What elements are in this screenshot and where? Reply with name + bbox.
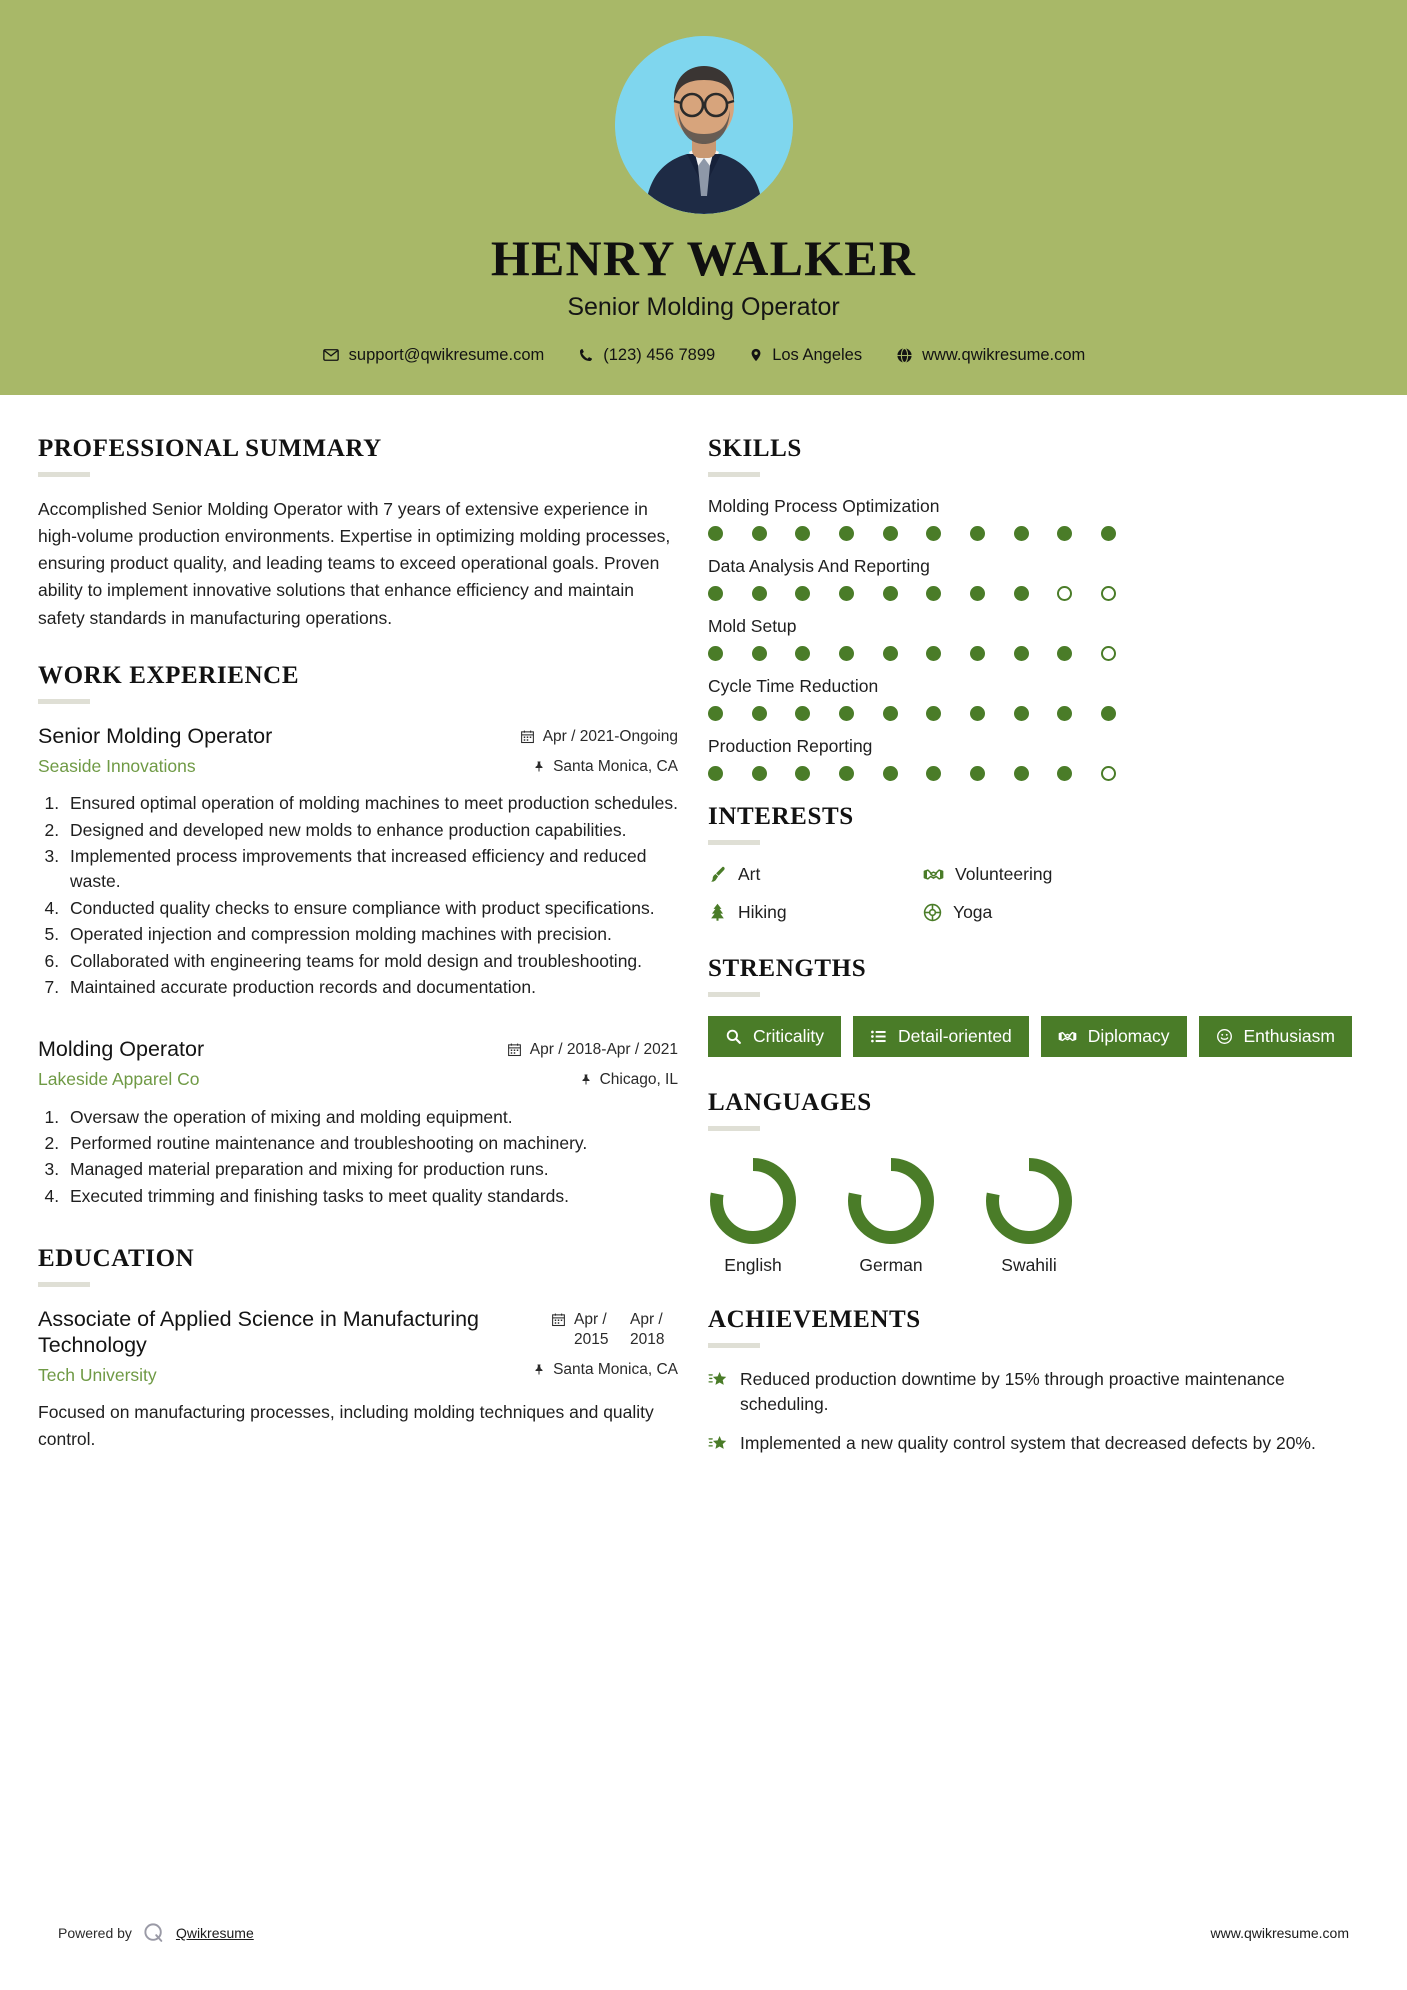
skill-rating [708, 586, 1116, 601]
contact-email-text: support@qwikresume.com [348, 345, 545, 364]
resume-body [0, 395, 1407, 1471]
skill-dot-filled [839, 586, 854, 601]
section-languages [708, 1089, 1369, 1276]
education-location [533, 1360, 678, 1380]
skill-dot-filled [926, 766, 941, 781]
footer-brand [58, 1922, 254, 1944]
page-title: HENRY WALKER [490, 230, 917, 286]
interest-item [923, 902, 1128, 923]
experience-org: Lakeside Apparel Co [38, 1069, 200, 1090]
experience-role: Molding Operator [38, 1037, 205, 1062]
skill-dot-filled [708, 706, 723, 721]
skill-dot-filled [883, 646, 898, 661]
section-work-experience [38, 662, 678, 1209]
contact-location-text: Los Angeles [772, 345, 863, 364]
skill-item [708, 496, 1369, 541]
experience-entry-left [38, 1036, 507, 1090]
education-entry-head [38, 1306, 678, 1386]
education-location-text: Santa Monica, CA [553, 1361, 678, 1379]
skill-dot-filled [795, 526, 810, 541]
skill-dot-filled [708, 586, 723, 601]
skill-label: Molding Process Optimization [708, 495, 940, 516]
experience-role: Senior Molding Operator [38, 723, 273, 748]
strength-label: Criticality [753, 1025, 824, 1046]
experience-bullets [64, 1105, 678, 1210]
contact-row [0, 346, 1407, 365]
education-dates [533, 1310, 678, 1350]
phone-icon [578, 347, 594, 363]
skill-dot-filled [839, 646, 854, 661]
languages-list [708, 1150, 1369, 1276]
skill-dot-filled [926, 586, 941, 601]
section-education [38, 1245, 678, 1452]
experience-location-text: Chicago, IL [599, 1071, 678, 1089]
skill-dot-filled [1057, 706, 1072, 721]
strengths-list [708, 1016, 1369, 1057]
education-date-start: Apr / 2015 [574, 1311, 609, 1349]
envelope-icon [322, 346, 340, 364]
pushpin-icon [580, 1072, 592, 1087]
calendar-icon [507, 1042, 522, 1057]
interest-label: Yoga [953, 901, 993, 922]
skill-dot-filled [752, 766, 767, 781]
experience-meta [507, 1036, 678, 1090]
experience-location [507, 1070, 678, 1090]
footer [0, 1922, 1407, 1944]
interest-item [708, 864, 913, 885]
profile-photo-icon [615, 36, 793, 214]
interest-label: Art [738, 863, 761, 884]
map-pin-icon [749, 346, 763, 364]
paintbrush-icon [708, 865, 727, 884]
education-date-end: Apr / 2018 [630, 1311, 665, 1349]
footer-powered-by: Powered by [58, 1925, 132, 1941]
star-icon [708, 1370, 728, 1389]
smiley-icon [1216, 1028, 1233, 1045]
skill-dot-filled [795, 706, 810, 721]
skill-item [708, 736, 1369, 781]
experience-dates [507, 1040, 678, 1060]
skill-dot-filled [795, 586, 810, 601]
skill-dot-filled [752, 706, 767, 721]
skill-rating [708, 526, 1116, 541]
strength-badge-diplomacy [1041, 1016, 1187, 1057]
tree-icon [708, 902, 727, 922]
right-column [708, 435, 1369, 1471]
list-item: 3. Managed material preparation and mixing for production runs. [64, 1157, 678, 1182]
list-item: 2. Designed and developed new molds to enhance production capabilities. [64, 818, 678, 843]
skill-item [708, 676, 1369, 721]
interest-label: Hiking [738, 901, 787, 922]
skill-dot-filled [926, 706, 941, 721]
skill-dot-filled [970, 706, 985, 721]
skill-dot-filled [839, 526, 854, 541]
skill-dot-filled [1101, 526, 1116, 541]
skill-dot-empty [1101, 646, 1116, 661]
contact-website-text: www.qwikresume.com [922, 345, 1086, 364]
experience-entry-head [38, 723, 678, 777]
strength-badge-enthusiasm [1199, 1016, 1352, 1057]
experience-date-text: Apr / 2021-Ongoing [542, 727, 678, 745]
skill-dot-filled [1014, 586, 1029, 601]
list-item: 4. Conducted quality checks to ensure compliance with product specifications. [64, 896, 678, 921]
education-entry-left [38, 1306, 533, 1386]
section-rule [708, 992, 760, 997]
list-item: 1. Oversaw the operation of mixing and molding equipment. [64, 1105, 678, 1130]
skill-dot-filled [1057, 646, 1072, 661]
qwikresume-logo-icon [143, 1922, 165, 1944]
education-school: Tech University [38, 1365, 157, 1386]
education-meta [533, 1306, 678, 1380]
education-degree: Associate of Applied Science in Manufacturing Technology [38, 1307, 480, 1358]
contact-phone[interactable] [578, 346, 715, 365]
skill-rating [708, 766, 1116, 781]
skill-dot-empty [1057, 586, 1072, 601]
skill-dot-filled [1014, 646, 1029, 661]
language-progress-ring [710, 1158, 796, 1244]
summary-text: Accomplished Senior Molding Operator with 7 years of extensive experience in high-volume production environments. Expertise in optimizing molding processes, ensuring product quality, and leading teams to exceed operational goals. Proven ability to implement innovative solutions that enhance efficiency and maintain safety standards in manufacturing operations. [38, 498, 671, 628]
skill-dot-filled [970, 766, 985, 781]
skill-dot-filled [926, 646, 941, 661]
globe-icon [896, 347, 913, 364]
avatar [615, 36, 793, 214]
section-rule [38, 1282, 90, 1287]
avatar-wrapper [0, 36, 1407, 214]
skill-dot-filled [883, 586, 898, 601]
language-progress-ring [848, 1158, 934, 1244]
experience-date-text: Apr / 2018-Apr / 2021 [529, 1041, 678, 1059]
interests-grid [708, 864, 1128, 923]
experience-bullets [64, 791, 678, 1000]
contact-location [749, 346, 862, 365]
job-title: Senior Molding Operator [567, 292, 840, 321]
handshake-icon [923, 865, 944, 884]
section-rule [708, 840, 760, 845]
skill-dot-filled [883, 706, 898, 721]
skill-dot-filled [752, 526, 767, 541]
skills-list [708, 496, 1369, 781]
footer-brand-link[interactable]: Qwikresume [175, 1925, 254, 1941]
section-professional-summary [38, 435, 678, 632]
skill-dot-filled [970, 526, 985, 541]
yoga-wheel-icon [923, 903, 942, 922]
skill-dot-filled [708, 646, 723, 661]
skill-dot-filled [883, 766, 898, 781]
language-label: German [859, 1254, 923, 1275]
section-title-achievements: ACHIEVEMENTS [708, 1305, 921, 1333]
skill-dot-filled [752, 586, 767, 601]
calendar-icon [551, 1312, 566, 1327]
calendar-icon [520, 729, 535, 744]
section-skills [708, 435, 1369, 781]
skill-dot-empty [1101, 766, 1116, 781]
language-item [846, 1158, 936, 1276]
section-strengths [708, 955, 1369, 1057]
section-title-languages: LANGUAGES [708, 1088, 872, 1116]
section-rule [708, 472, 760, 477]
interest-label: Volunteering [955, 863, 1053, 884]
section-title-skills: SKILLS [708, 434, 802, 462]
strength-badge-detail-oriented [853, 1016, 1029, 1057]
language-item [708, 1158, 798, 1276]
skill-dot-filled [795, 646, 810, 661]
experience-location-text: Santa Monica, CA [553, 758, 678, 776]
skill-item [708, 616, 1369, 661]
experience-org: Seaside Innovations [38, 756, 196, 777]
strength-label: Enthusiasm [1243, 1025, 1335, 1046]
experience-entry [38, 723, 678, 1000]
language-label: Swahili [1001, 1254, 1057, 1275]
skill-dot-filled [1057, 526, 1072, 541]
section-rule [708, 1343, 760, 1348]
skill-dot-filled [1014, 706, 1029, 721]
experience-entry-head [38, 1036, 678, 1090]
strength-label: Detail-oriented [897, 1025, 1012, 1046]
section-interests [708, 803, 1369, 923]
experience-meta [520, 723, 678, 777]
language-item [984, 1158, 1074, 1276]
skill-dot-filled [752, 646, 767, 661]
pushpin-icon [533, 759, 545, 774]
list-icon [870, 1028, 887, 1045]
list-item: 4. Executed trimming and finishing tasks to meet quality standards. [64, 1184, 678, 1209]
skill-dot-filled [970, 586, 985, 601]
contact-website[interactable] [896, 346, 1085, 365]
interest-item [708, 902, 913, 923]
magnifier-icon [725, 1028, 742, 1045]
skill-label: Production Reporting [708, 735, 873, 756]
skill-label: Mold Setup [708, 615, 797, 636]
skill-dot-filled [1014, 526, 1029, 541]
handshake-icon [1058, 1028, 1077, 1045]
list-item: 2. Performed routine maintenance and troubleshooting on machinery. [64, 1131, 678, 1156]
skill-dot-filled [708, 526, 723, 541]
contact-email[interactable] [322, 346, 545, 365]
list-item: 1. Ensured optimal operation of molding machines to meet production schedules. [64, 791, 678, 816]
skill-dot-filled [1057, 766, 1072, 781]
skill-label: Data Analysis And Reporting [708, 555, 930, 576]
pushpin-icon [533, 1362, 545, 1377]
achievement-item [708, 1367, 1369, 1418]
left-column [38, 435, 678, 1471]
strength-label: Diplomacy [1087, 1025, 1170, 1046]
skill-dot-filled [795, 766, 810, 781]
language-label: English [724, 1254, 782, 1275]
skill-dot-empty [1101, 586, 1116, 601]
section-achievements [708, 1306, 1369, 1457]
star-icon [708, 1434, 728, 1453]
skill-dot-filled [883, 526, 898, 541]
strength-badge-criticality [708, 1016, 841, 1057]
experience-dates [520, 727, 678, 747]
skill-rating [708, 646, 1116, 661]
section-rule [38, 472, 90, 477]
list-item: 5. Operated injection and compression molding machines with precision. [64, 922, 678, 947]
skill-dot-filled [1014, 766, 1029, 781]
section-rule [708, 1126, 760, 1131]
experience-entry [38, 1036, 678, 1209]
skill-label: Cycle Time Reduction [708, 675, 879, 696]
resume-header [0, 0, 1407, 395]
education-description: Focused on manufacturing processes, including molding techniques and quality control. [38, 1402, 654, 1449]
experience-location [520, 757, 678, 777]
skill-rating [708, 706, 1116, 721]
language-progress-ring [986, 1158, 1072, 1244]
section-title-education: EDUCATION [38, 1245, 195, 1273]
section-title-summary: PROFESSIONAL SUMMARY [38, 434, 382, 462]
list-item: 7. Maintained accurate production records and documentation. [64, 975, 678, 1000]
skill-dot-filled [708, 766, 723, 781]
achievement-text: Reduced production downtime by 15% through proactive maintenance scheduling. [740, 1368, 1285, 1414]
skill-dot-filled [839, 706, 854, 721]
section-title-strengths: STRENGTHS [708, 954, 867, 982]
contact-phone-text: (123) 456 7899 [603, 345, 716, 364]
section-title-interests: INTERESTS [708, 802, 854, 830]
list-item: 6. Collaborated with engineering teams for mold design and troubleshooting. [64, 949, 678, 974]
footer-url: www.qwikresume.com [1210, 1925, 1349, 1941]
skill-dot-filled [1101, 706, 1116, 721]
achievement-text: Implemented a new quality control system that decreased defects by 20%. [740, 1433, 1316, 1454]
interest-item [923, 864, 1128, 885]
section-rule [38, 699, 90, 704]
skill-dot-filled [839, 766, 854, 781]
section-title-experience: WORK EXPERIENCE [38, 661, 300, 689]
education-entry [38, 1306, 678, 1452]
list-item: 3. Implemented process improvements that increased efficiency and reduced waste. [64, 844, 678, 895]
skill-dot-filled [926, 526, 941, 541]
achievement-item [708, 1431, 1369, 1456]
skill-dot-filled [970, 646, 985, 661]
experience-entry-left [38, 723, 520, 777]
skill-item [708, 556, 1369, 601]
